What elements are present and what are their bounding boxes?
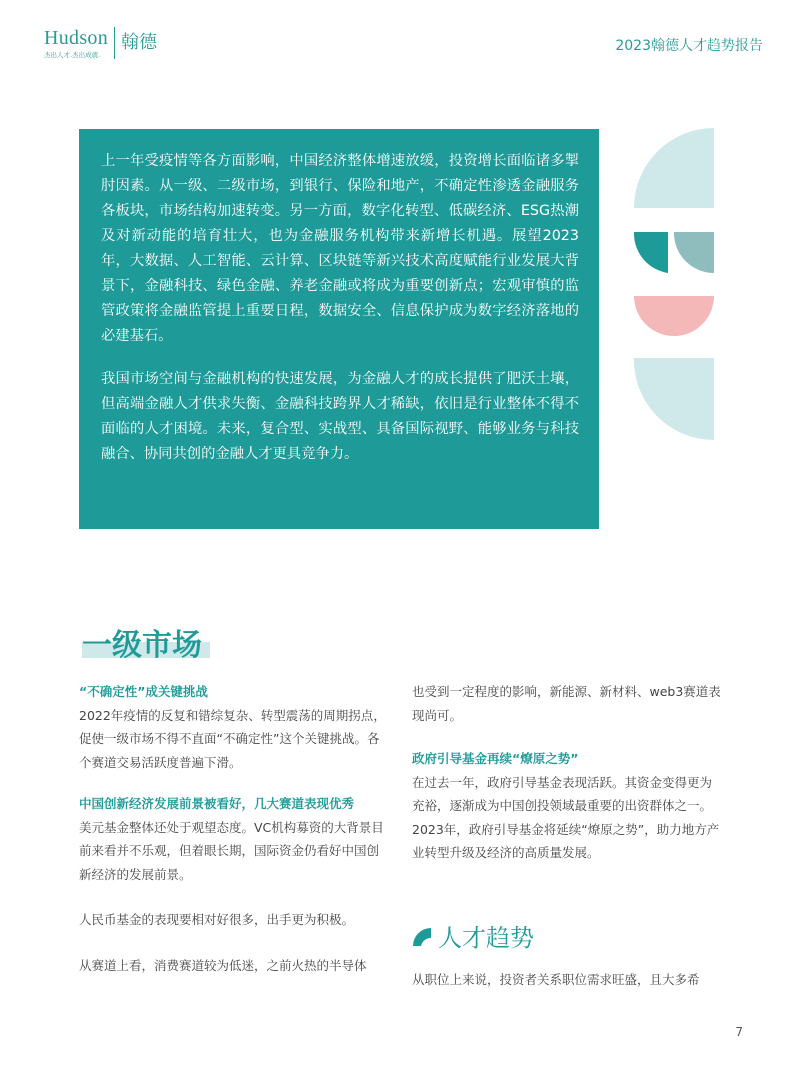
logo-tagline: 杰出人才.杰出成就. (44, 51, 101, 59)
right-paragraph-3: 从职位上来说，投资者关系职位需求旺盛，且大多希 (412, 972, 700, 987)
intro-paragraph-1: 上一年受疫情等各方面影响，中国经济整体增速放缓，投资增长面临诸多掣肘因素。从一级、二级市场，到银行、保险和地产，不确定性渗透金融服务各板块，市场结构加速转变。另一方面，数字化转型、低碳经济、ESG热潮及对新动能的培育壮大，也为金融服务机构带来新增长机遇。展望2023年，大数据、人工智能、云计算、区块链等新兴技术高度赋能行业发展大背景下，金融科技、绿色金融、养老金融或将成为重要创新点；宏观审慎的监管政策将金融监管提上重要日程，数据安全、信息保护成为数字经济落地的必建基石。 (101, 153, 579, 344)
left-heading-2: 中国创新经济发展前景被看好，几大赛道表现优秀 (79, 796, 355, 811)
decorative-shapes (630, 128, 720, 448)
talent-section-title: 人才趋势 (438, 924, 534, 952)
logo-divider (114, 27, 115, 59)
right-column (412, 680, 722, 865)
section-title: 一级市场 (82, 628, 202, 663)
right-paragraph-1: 也受到一定程度的影响，新能源、新材料、web3赛道表现尚可。 (412, 684, 721, 723)
logo-text-en: Hudson (44, 27, 109, 49)
half-circle-pink (634, 296, 714, 336)
report-title: 2023翰德人才趋势报告 (615, 38, 763, 54)
page-number: 7 (735, 1025, 743, 1039)
logo-text-cn: 翰德 (121, 32, 157, 53)
left-paragraph-1: 2022年疫情的反复和错综复杂、转型震荡的周期拐点，促使一级市场不得不直面“不确定性”这个关键挑战。各个赛道交易活跃度普遍下滑。 (79, 707, 386, 770)
intro-paragraph-2: 我国市场空间与金融机构的快速发展，为金融人才的成长提供了肥沃土壤，但高端金融人才供求失衡、金融科技跨界人才稀缺，依旧是行业整体不得不面临的人才困境。未来，复合型、实战型、具备国际视野、能够业务与科技融合、协同共创的金融人才更具竞争力。 (101, 371, 579, 462)
right-column-bottom (412, 968, 722, 992)
quarter-circle-teal (634, 232, 668, 273)
left-paragraph-4: 从赛道上看，消费赛道较为低迷，之前火热的半导体 (79, 957, 367, 973)
leaf-icon (411, 926, 433, 948)
left-heading-1: “不确定性”成关键挑战 (79, 684, 208, 699)
right-heading-1: 政府引导基金再续“燎原之势” (412, 751, 579, 766)
quarter-circle-light-top (634, 128, 714, 208)
intro-box (79, 129, 599, 529)
left-column (79, 680, 389, 977)
quarter-circle-light-bottom (634, 358, 714, 440)
left-paragraph-3: 人民币基金的表现要相对好很多，出手更为积极。 (79, 912, 355, 927)
right-paragraph-2: 在过去一年，政府引导基金表现活跃。其资金变得更为充裕，逐渐成为中国创投领域最重要的出资群体之一。2023年，政府引导基金将延续“燎原之势”，助力地方产业转型升级及经济的高质量发展。 (412, 774, 720, 860)
quarter-circle-grey (674, 232, 714, 273)
left-paragraph-2: 美元基金整体还处于观望态度。VC机构募资的大背景目前来看并不乐观，但着眼长期，国际资金仍看好中国创新经济的发展前景。 (79, 819, 384, 882)
